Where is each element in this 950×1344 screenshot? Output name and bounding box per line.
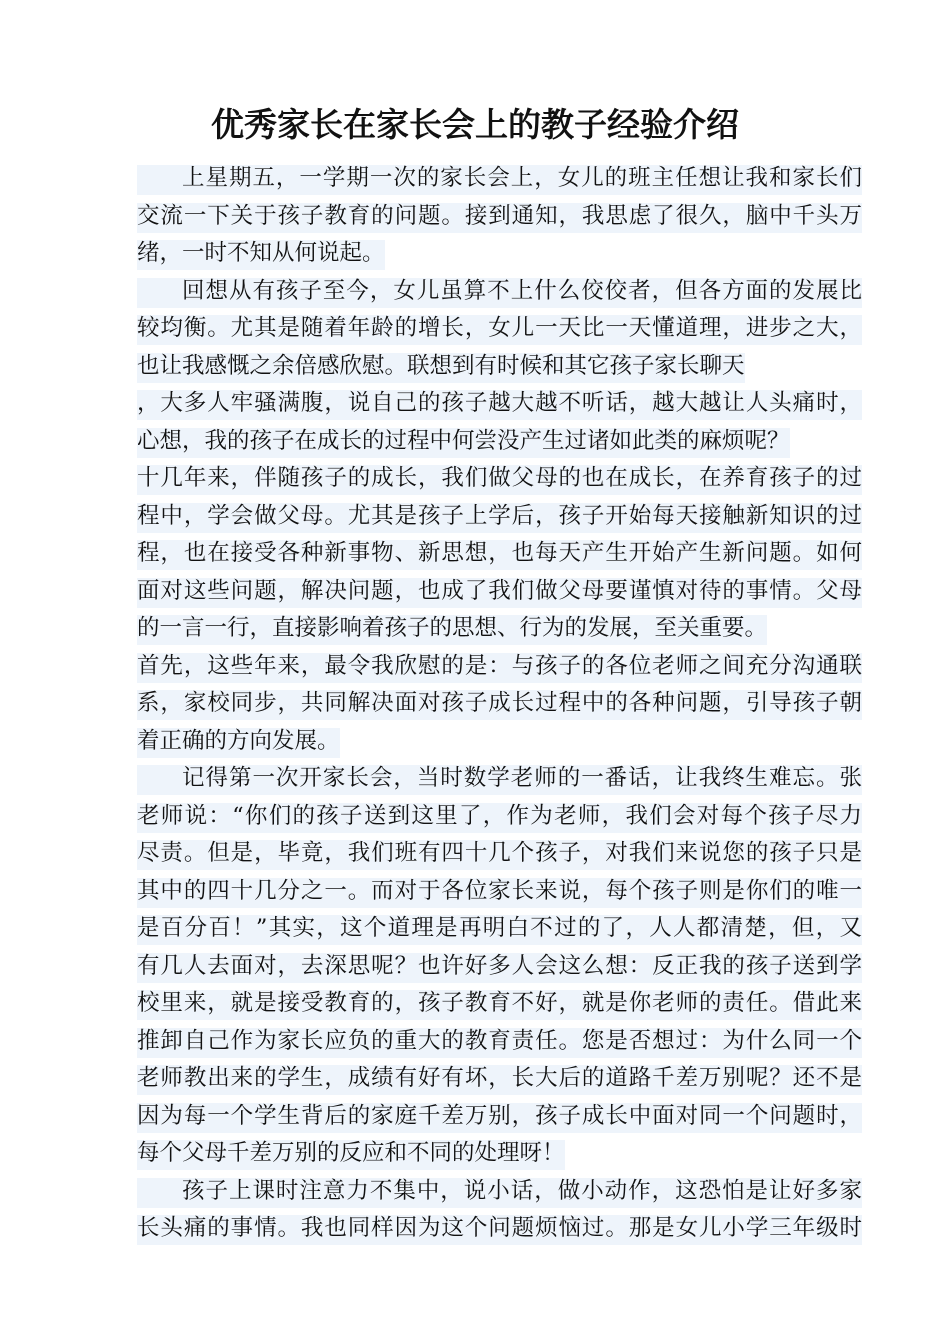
text-line: ，大多人牢骚满腹，说自己的孩子越大越不听话，越大越让人头痛时， <box>137 385 862 423</box>
text-line: 十几年来，伴随孩子的成长，我们做父母的也在成长，在养育孩子的过 <box>137 460 862 498</box>
text-line: 交流一下关于孩子教育的问题。接到通知，我思虑了很久，脑中千头万 <box>137 198 862 236</box>
text-line: 有几人去面对，去深思呢？也许好多人会这么想：反正我的孩子送到学 <box>137 948 862 986</box>
text-line: 的一言一行，直接影响着孩子的思想、行为的发展，至关重要。 <box>137 610 862 648</box>
text-line: 着正确的方向发展。 <box>137 723 862 761</box>
text-line: 尽责。但是，毕竟，我们班有四十几个孩子，对我们来说您的孩子只是 <box>137 835 862 873</box>
text-line: 其中的四十几分之一。而对于各位家长来说，每个孩子则是你们的唯一 <box>137 873 862 911</box>
text-line: 程中，学会做父母。尤其是孩子上学后，孩子开始每天接触新知识的过 <box>137 498 862 536</box>
text-line: 也让我感慨之余倍感欣慰。联想到有时候和其它孩子家长聊天 <box>137 348 862 386</box>
text-line: 记得第一次开家长会，当时数学老师的一番话，让我终生难忘。张 <box>137 760 862 798</box>
text-line: 首先，这些年来，最令我欣慰的是：与孩子的各位老师之间充分沟通联 <box>137 648 862 686</box>
text-line: 回想从有孩子至今，女儿虽算不上什么佼佼者，但各方面的发展比 <box>137 273 862 311</box>
text-line: 每个父母千差万别的反应和不同的处理呀！ <box>137 1135 862 1173</box>
text-line: 较均衡。尤其是随着年龄的增长，女儿一天比一天懂道理，进步之大， <box>137 310 862 348</box>
text-line: 系，家校同步，共同解决面对孩子成长过程中的各种问题，引导孩子朝 <box>137 685 862 723</box>
text-line: 老师教出来的学生，成绩有好有坏，长大后的道路千差万别呢？还不是 <box>137 1060 862 1098</box>
text-line: 面对这些问题，解决问题，也成了我们做父母要谨慎对待的事情。父母 <box>137 573 862 611</box>
text-line: 是百分百！”其实，这个道理是再明白不过的了，人人都清楚，但，又 <box>137 910 862 948</box>
page-title: 优秀家长在家长会上的教子经验介绍 <box>211 105 739 144</box>
text-line: 因为每一个学生背后的家庭千差万别，孩子成长中面对同一个问题时， <box>137 1098 862 1136</box>
text-line: 绪，一时不知从何说起。 <box>137 235 862 273</box>
document-body <box>137 160 862 1248</box>
text-line: 孩子上课时注意力不集中，说小话，做小动作，这恐怕是让好多家 <box>137 1173 862 1211</box>
text-line: 心想，我的孩子在成长的过程中何尝没产生过诸如此类的麻烦呢？ <box>137 423 862 461</box>
text-line: 上星期五，一学期一次的家长会上，女儿的班主任想让我和家长们 <box>137 160 862 198</box>
text-line: 推卸自己作为家长应负的重大的教育责任。您是否想过：为什么同一个 <box>137 1023 862 1061</box>
text-line: 长头痛的事情。我也同样因为这个问题烦恼过。那是女儿小学三年级时 <box>137 1210 862 1248</box>
text-line: 校里来，就是接受教育的，孩子教育不好，就是你老师的责任。借此来 <box>137 985 862 1023</box>
text-line: 程，也在接受各种新事物、新思想，也每天产生开始产生新问题。如何 <box>137 535 862 573</box>
text-line: 老师说：“你们的孩子送到这里了，作为老师，我们会对每个孩子尽力 <box>137 798 862 836</box>
